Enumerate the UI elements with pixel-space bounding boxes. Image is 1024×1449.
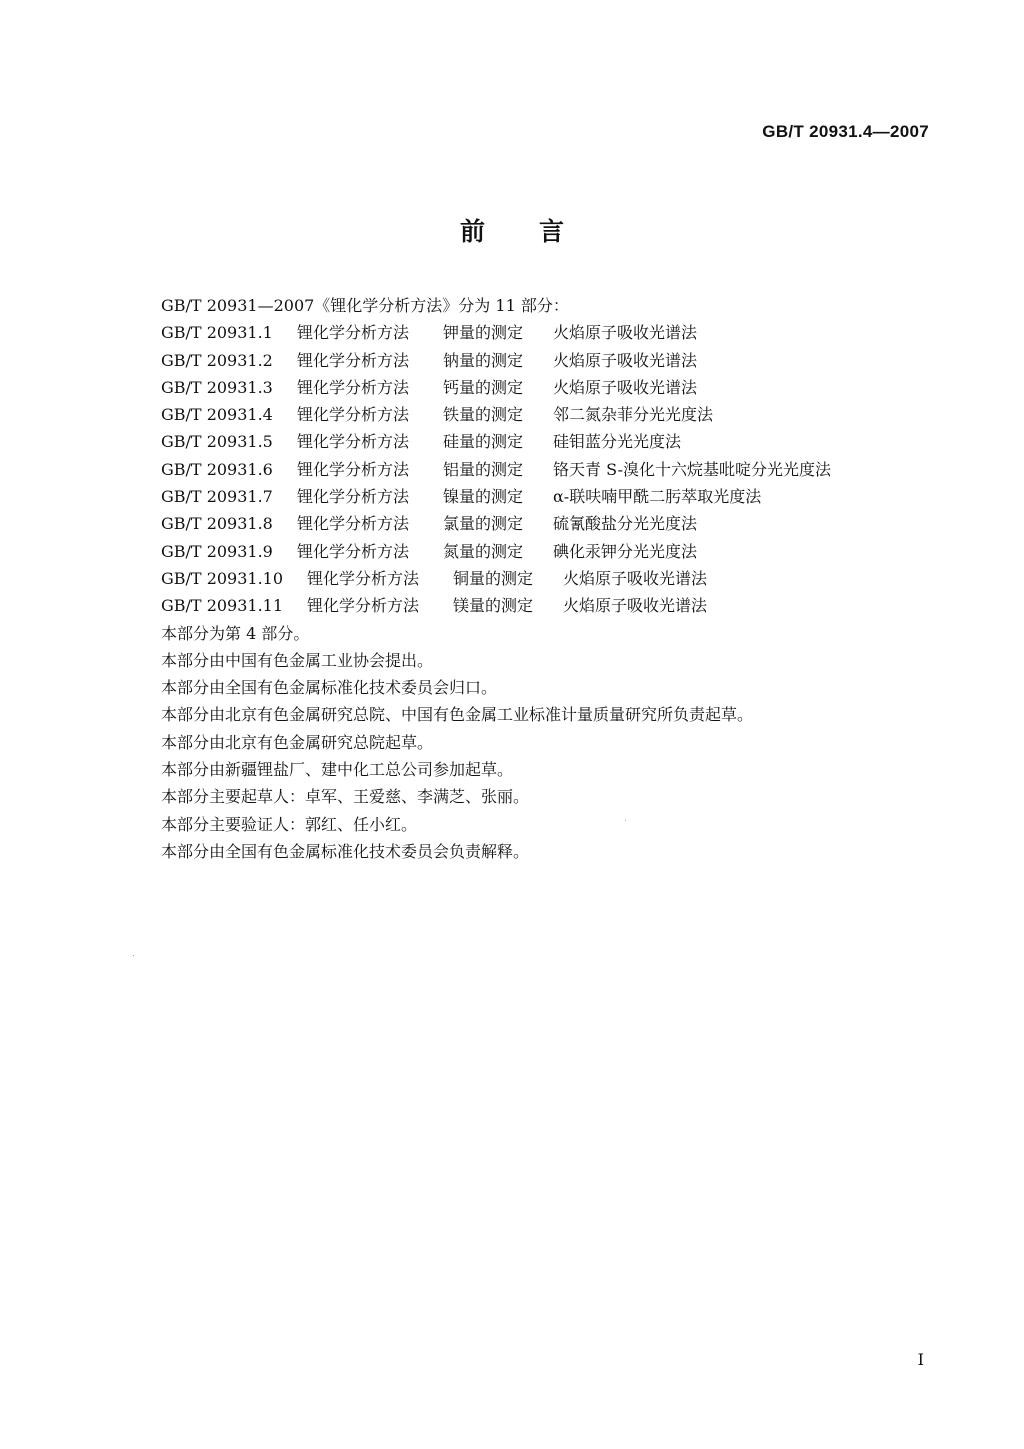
standard-number: GB/T 20931.4—2007 bbox=[762, 122, 929, 141]
page-title bbox=[0, 212, 1024, 248]
part-method: 铬天青 S-溴化十六烷基吡啶分光光度法 bbox=[553, 459, 832, 479]
part-line bbox=[161, 483, 921, 510]
part-series: 锂化学分析方法 bbox=[297, 487, 410, 507]
part-series: 锂化学分析方法 bbox=[297, 514, 410, 534]
intro-line: GB/T 20931—2007《锂化学分析方法》分为 11 部分： bbox=[161, 296, 569, 315]
part-item: 钾量的测定 bbox=[443, 323, 524, 343]
parts-list bbox=[161, 319, 921, 619]
statement-line: 本部分由全国有色金属标准化技术委员会负责解释。 bbox=[161, 841, 530, 861]
part-method: 火焰原子吸收光谱法 bbox=[563, 568, 708, 588]
part-code: GB/T 20931.5 bbox=[161, 432, 273, 452]
part-method: 火焰原子吸收光谱法 bbox=[553, 323, 698, 343]
part-method: 碘化汞钾分光光度法 bbox=[553, 541, 698, 561]
part-series: 锂化学分析方法 bbox=[307, 596, 420, 616]
title-char-2: 言 bbox=[539, 217, 565, 246]
part-code: GB/T 20931.7 bbox=[161, 487, 273, 507]
part-series: 锂化学分析方法 bbox=[297, 350, 410, 370]
part-line bbox=[161, 538, 921, 565]
part-series: 锂化学分析方法 bbox=[307, 568, 420, 588]
part-series: 锂化学分析方法 bbox=[297, 405, 410, 425]
part-line bbox=[161, 319, 921, 346]
foreword-body bbox=[161, 292, 921, 865]
part-item: 氯量的测定 bbox=[443, 514, 524, 534]
part-item: 钠量的测定 bbox=[443, 350, 524, 370]
statement-line: 本部分为第 4 部分。 bbox=[161, 623, 310, 643]
part-line bbox=[161, 565, 921, 592]
part-code: GB/T 20931.10 bbox=[161, 568, 284, 588]
part-method: 硫氰酸盐分光光度法 bbox=[553, 514, 698, 534]
part-code: GB/T 20931.6 bbox=[161, 459, 273, 479]
part-item: 铁量的测定 bbox=[443, 405, 524, 425]
part-code: GB/T 20931.3 bbox=[161, 377, 273, 397]
part-line bbox=[161, 592, 921, 619]
part-line bbox=[161, 374, 921, 401]
part-line bbox=[161, 510, 921, 537]
part-series: 锂化学分析方法 bbox=[297, 432, 410, 452]
page-number: I bbox=[917, 1350, 924, 1369]
statement-line: 本部分主要起草人：卓军、王爱慈、李满芝、张丽。 bbox=[161, 787, 530, 807]
part-code: GB/T 20931.2 bbox=[161, 350, 273, 370]
part-method: α-联呋喃甲酰二肟萃取光度法 bbox=[553, 487, 762, 507]
part-method: 邻二氮杂菲分光光度法 bbox=[553, 405, 714, 425]
part-series: 锂化学分析方法 bbox=[297, 541, 410, 561]
part-code: GB/T 20931.11 bbox=[161, 596, 284, 616]
part-item: 铜量的测定 bbox=[453, 568, 534, 588]
part-item: 铝量的测定 bbox=[443, 459, 524, 479]
scan-speck bbox=[133, 955, 134, 956]
statement-line: 本部分由新疆锂盐厂、建中化工总公司参加起草。 bbox=[161, 760, 514, 780]
part-line bbox=[161, 401, 921, 428]
statement-line: 本部分主要验证人：郭红、任小红。 bbox=[161, 814, 418, 834]
statement-line: 本部分由北京有色金属研究总院、中国有色金属工业标准计量质量研究所负责起草。 bbox=[161, 705, 754, 725]
part-method: 火焰原子吸收光谱法 bbox=[553, 350, 698, 370]
scan-speck bbox=[625, 820, 626, 821]
part-code: GB/T 20931.1 bbox=[161, 323, 273, 343]
statement-line: 本部分由北京有色金属研究总院起草。 bbox=[161, 732, 434, 752]
part-line bbox=[161, 456, 921, 483]
part-series: 锂化学分析方法 bbox=[297, 323, 410, 343]
part-method: 火焰原子吸收光谱法 bbox=[563, 596, 708, 616]
part-item: 钙量的测定 bbox=[443, 377, 524, 397]
part-method: 硅钼蓝分光光度法 bbox=[553, 432, 682, 452]
part-item: 镍量的测定 bbox=[443, 487, 524, 507]
part-method: 火焰原子吸收光谱法 bbox=[553, 377, 698, 397]
part-series: 锂化学分析方法 bbox=[297, 377, 410, 397]
part-code: GB/T 20931.8 bbox=[161, 514, 273, 534]
part-code: GB/T 20931.9 bbox=[161, 541, 273, 561]
part-item: 氮量的测定 bbox=[443, 541, 524, 561]
part-item: 镁量的测定 bbox=[453, 596, 534, 616]
part-line bbox=[161, 347, 921, 374]
statements-list bbox=[161, 620, 921, 866]
part-code: GB/T 20931.4 bbox=[161, 405, 273, 425]
statement-line: 本部分由中国有色金属工业协会提出。 bbox=[161, 650, 434, 670]
part-series: 锂化学分析方法 bbox=[297, 459, 410, 479]
title-char-1: 前 bbox=[459, 217, 485, 246]
statement-line: 本部分由全国有色金属标准化技术委员会归口。 bbox=[161, 678, 498, 698]
part-item: 硅量的测定 bbox=[443, 432, 524, 452]
part-line bbox=[161, 428, 921, 455]
